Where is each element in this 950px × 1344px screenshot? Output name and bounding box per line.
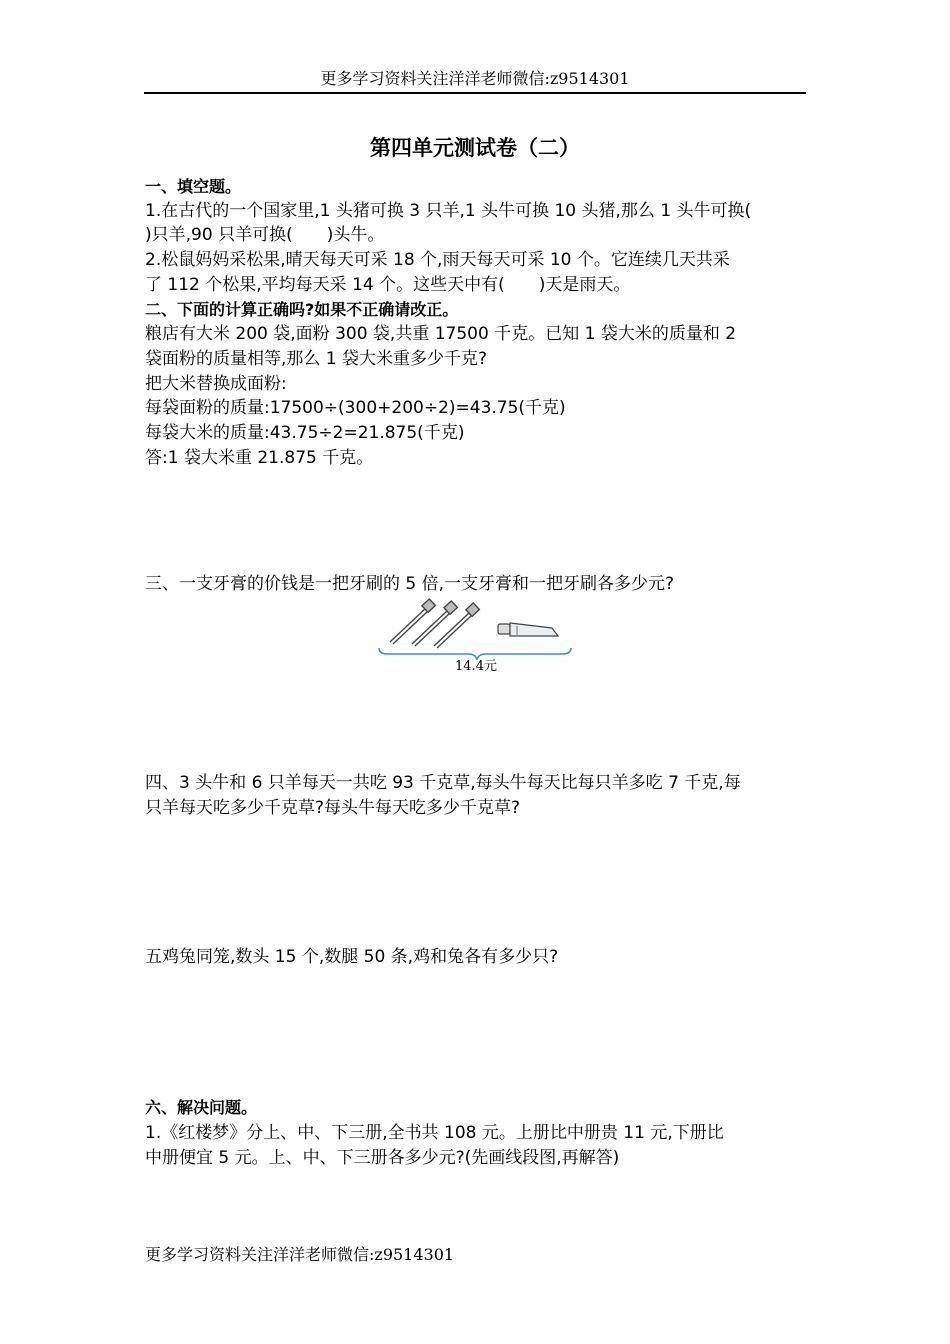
s1-q2-line1: 2.松鼠妈妈采松果,晴天每天可采 18 个,雨天每天可采 10 个。它连续几天共采 [145, 250, 730, 270]
page-header: 更多学习资料关注洋洋老师微信:z9514301 [144, 68, 806, 94]
total-price-label: 14.4元 [455, 659, 497, 674]
section-6-heading: 六、解决问题。 [145, 1098, 258, 1117]
s2-line1: 粮店有大米 200 袋,面粉 300 袋,共重 17500 千克。已知 1 袋大米的质量和 2 [145, 324, 737, 344]
section-2-heading: 二、下面的计算正确吗?如果不正确请改正。 [145, 300, 459, 319]
s6-q1-line1: 1.《红楼梦》分上、中、下三册,全书共 108 元。上册比中册贵 11 元,下册比 [145, 1123, 724, 1143]
s2-line5: 每袋大米的质量:43.75÷2=21.875(千克) [145, 423, 465, 443]
s2-line6: 答:1 袋大米重 21.875 千克。 [145, 448, 374, 468]
toothpaste-icon [498, 623, 558, 636]
s2-line2: 袋面粉的质量相等,那么 1 袋大米重多少千克? [145, 349, 488, 369]
s1-q2-line2: 了 112 个松果,平均每天采 14 个。这些天中有( )天是雨天。 [145, 275, 631, 295]
section-5-question: 五鸡兔同笼,数头 15 个,数腿 50 条,鸡和兔各有多少只? [145, 947, 559, 967]
s1-q1-line2: )只羊,90 只羊可换( )头牛。 [145, 225, 385, 245]
toothbrush-toothpaste-figure [376, 596, 576, 680]
s4-line1: 四、3 头牛和 6 只羊每天一共吃 93 千克草,每头牛每天比每只羊多吃 7 千克,每 [145, 773, 741, 793]
s2-line3: 把大米替换成面粉: [145, 374, 287, 394]
s1-q1-line1: 1.在古代的一个国家里,1 头猪可换 3 只羊,1 头牛可换 10 头猪,那么 1 头牛可换( [145, 201, 752, 221]
page-title: 第四单元测试卷（二） [370, 135, 580, 160]
section-3-question: 三、一支牙膏的价钱是一把牙刷的 5 倍,一支牙膏和一把牙刷各多少元? [145, 574, 675, 594]
toothbrush-icon [434, 603, 479, 648]
s6-q1-line2: 中册便宜 5 元。上、中、下三册各多少元?(先画线段图,再解答) [145, 1148, 620, 1168]
s2-line4: 每袋面粉的质量:17500÷(300+200÷2)=43.75(千克) [145, 398, 566, 418]
section-1-heading: 一、填空题。 [145, 177, 242, 196]
toothbrush-icon [390, 599, 435, 644]
s4-line2: 只羊每天吃多少千克草?每头牛每天吃多少千克草? [145, 798, 521, 818]
toothbrush-icon [412, 601, 457, 646]
page-footer: 更多学习资料关注洋洋老师微信:z9514301 [145, 1245, 455, 1264]
